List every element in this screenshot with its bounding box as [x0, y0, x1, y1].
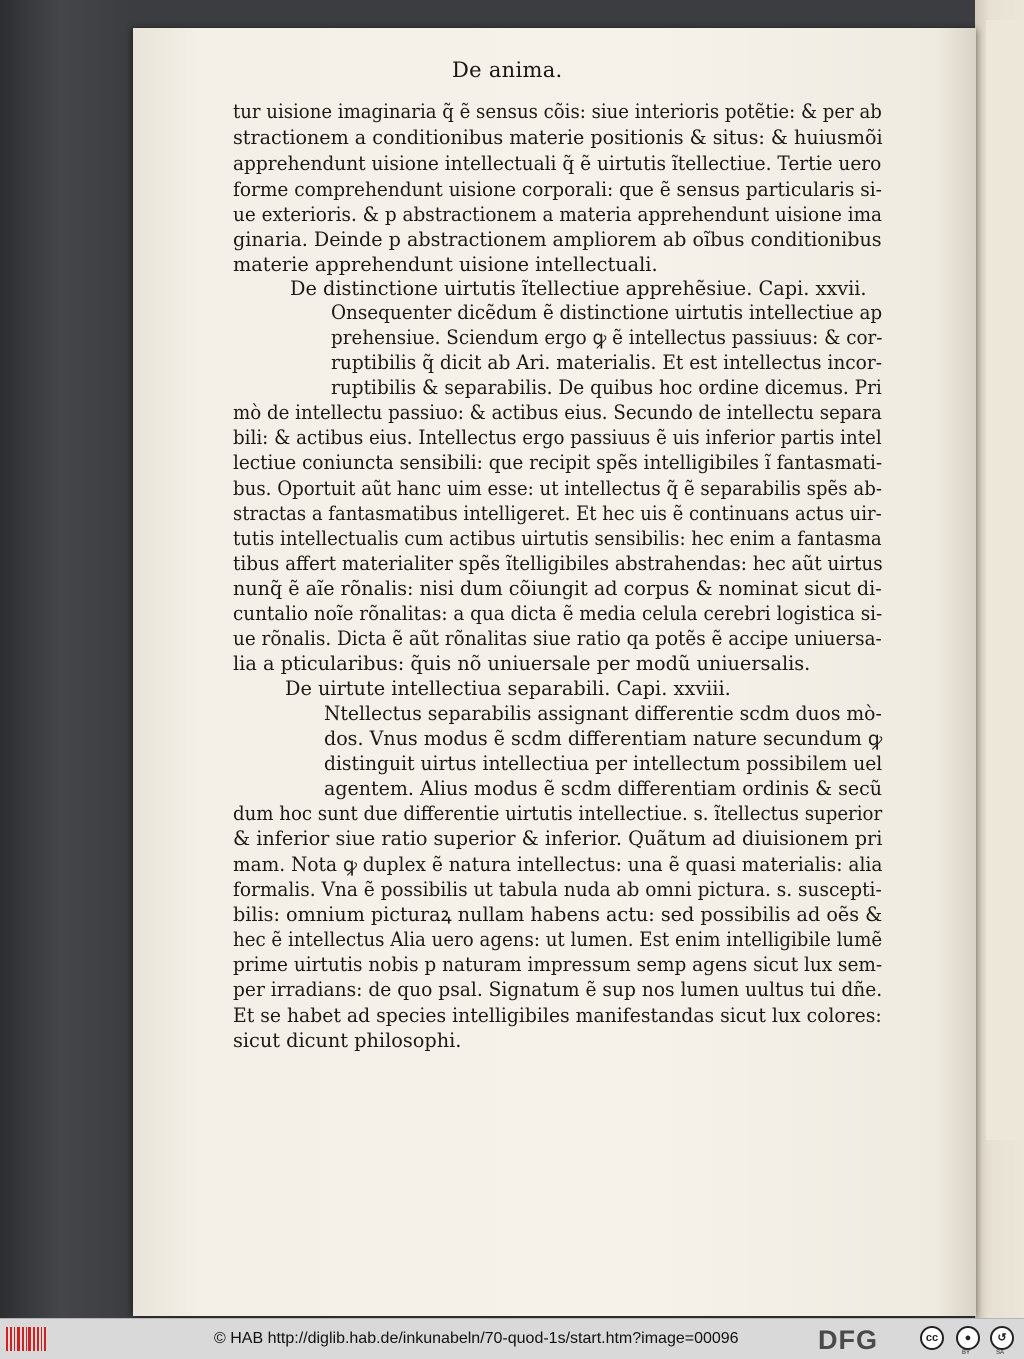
- text-line: lectiue coniuncta sensibili: que recipit spẽs intelligibiles ĩ fantasmati-: [233, 451, 883, 474]
- text-line: stractionem a conditionibus materie positionis & situs: & huiusmõi: [233, 126, 883, 149]
- text-line: Et se habet ad species intelligibiles manifestandas sicut lux colores:: [233, 1004, 882, 1027]
- text-line: cuntalio noĩe rõnalitas: a qua dicta ẽ media celula cerebri logistica si-: [233, 602, 883, 625]
- dfg-logo: DFG: [818, 1325, 878, 1355]
- text-line: ruptibilis & separabilis. De quibus hoc ordine dicemus. Pri: [331, 376, 882, 399]
- text-line: ue exterioris. & p abstractionem a materia apprehendunt uisione ima: [233, 203, 883, 226]
- text-line: ruptibilis q̃ dicit ab Ari. materialis. Et est intellectus incor-: [331, 351, 883, 374]
- chapter-heading: De distinctione uirtutis ĩtellectiue apprehẽsiue. Capi. xxvii.: [290, 277, 867, 300]
- cc-by-label: BY: [962, 1350, 971, 1356]
- text-line: per irradians: de quo psal. Signatum ẽ sup nos lumen uultus tui dñe.: [233, 978, 883, 1001]
- text-line: nunq̃ ẽ aĩe rõnalis: nisi dum cõiungit ad corpus & nominat sicut di-: [233, 577, 882, 600]
- viewer-footer-bar: [0, 1318, 1024, 1359]
- text-line: prehensiue. Sciendum ergo ꝙ ẽ intellectus passiuus: & cor-: [331, 326, 883, 349]
- text-line: mam. Nota ꝙ duplex ẽ natura intellectus: una ẽ quasi materialis: alia: [233, 853, 883, 876]
- text-line: tibus affert materialiter spẽs ĩtelligibiles abstrahendas: hec aũt uirtus: [233, 552, 883, 575]
- text-line: bilis: omnium picturaꝝ nullam habens actu: sed possibilis ad oẽs &: [233, 903, 883, 926]
- text-line: lia a pticularibus: q̃uis nõ uniuersale per modũ uniuersalis.: [233, 652, 811, 675]
- text-line: ue rõnalis. Dicta ẽ aũt rõnalitas siue ratio qa potẽs ẽ accipe uniuersa-: [233, 627, 882, 650]
- cc-sa-icon: ↺: [990, 1326, 1014, 1350]
- text-line: stractas a fantasmatibus intelligeret. Et hec uis ẽ continuans actus uir-: [233, 502, 882, 525]
- cc-by-icon: ●: [956, 1326, 980, 1350]
- text-line: tutis intellectualis cum actibus uirtutis sensibilis: hec enim a fantasma: [233, 527, 882, 550]
- chapter-heading: De uirtute intellectiua separabili. Capi. xxviii.: [285, 677, 731, 700]
- cc-license-icon: cc: [920, 1326, 944, 1350]
- source-url[interactable]: © HAB http://diglib.hab.de/inkunabeln/70-quod-1s/start.htm?image=00096: [214, 1330, 739, 1347]
- barcode-icon: [6, 1327, 46, 1351]
- text-line: hec ẽ intellectus Alia uero agens: ut lumen. Est enim intelligibile lumẽ: [233, 928, 883, 951]
- text-line: agentem. Alius modus ẽ scdm differentiam ordinis & secũ: [324, 777, 883, 800]
- text-line: apprehendunt uisione intellectuali q̃ ẽ uirtutis ĩtellectiue. Tertie uero: [233, 152, 882, 175]
- text-line: dum hoc sunt due differentie uirtutis intellectiue. s. ĩtellectus superior: [233, 802, 883, 825]
- cc-sa-label: SA: [996, 1350, 1005, 1356]
- text-line: Ntellectus separabilis assignant differentie scdm duos mò-: [324, 702, 882, 725]
- text-line: prime uirtutis nobis p naturam impressum semp agens sicut lux sem-: [233, 953, 883, 976]
- text-line: forme comprehendunt uisione corporali: que ẽ sensus particularis si-: [233, 178, 882, 201]
- text-line: formalis. Vna ẽ possibilis ut tabula nuda ab omni pictura. s. suscepti-: [233, 878, 882, 901]
- text-line: sicut dicunt philosophi.: [233, 1029, 462, 1052]
- text-line: dos. Vnus modus ẽ scdm differentiam nature secundum ꝙ: [324, 727, 883, 750]
- text-line: ginaria. Deinde p abstractionem ampliorem ab oĩbus conditionibus: [233, 228, 882, 251]
- text-line: tur uisione imaginaria q̃ ẽ sensus cõis: siue interioris potẽtie: & per ab: [233, 100, 882, 123]
- text-line: materie apprehendunt uisione intellectuali.: [233, 253, 658, 276]
- text-line: bili: & actibus eius. Intellectus ergo passiuus ẽ uis inferior partis intel: [233, 426, 882, 449]
- text-line: bus. Oportuit aũt hanc uim esse: ut intellectus q̃ ẽ separabilis spẽs ab-: [233, 477, 882, 500]
- running-head: De anima.: [452, 58, 563, 82]
- text-line: distinguit uirtus intellectiua per intellectum possibilem uel: [324, 752, 883, 775]
- text-line: Onsequenter dicẽdum ẽ distinctione uirtutis intellectiue ap: [331, 301, 883, 324]
- text-line: & inferior siue ratio superior & inferior. Quãtum ad diuisionem pri: [233, 827, 883, 850]
- text-line: mò de intellectu passiuo: & actibus eius. Secundo de intellectu separa: [233, 401, 882, 424]
